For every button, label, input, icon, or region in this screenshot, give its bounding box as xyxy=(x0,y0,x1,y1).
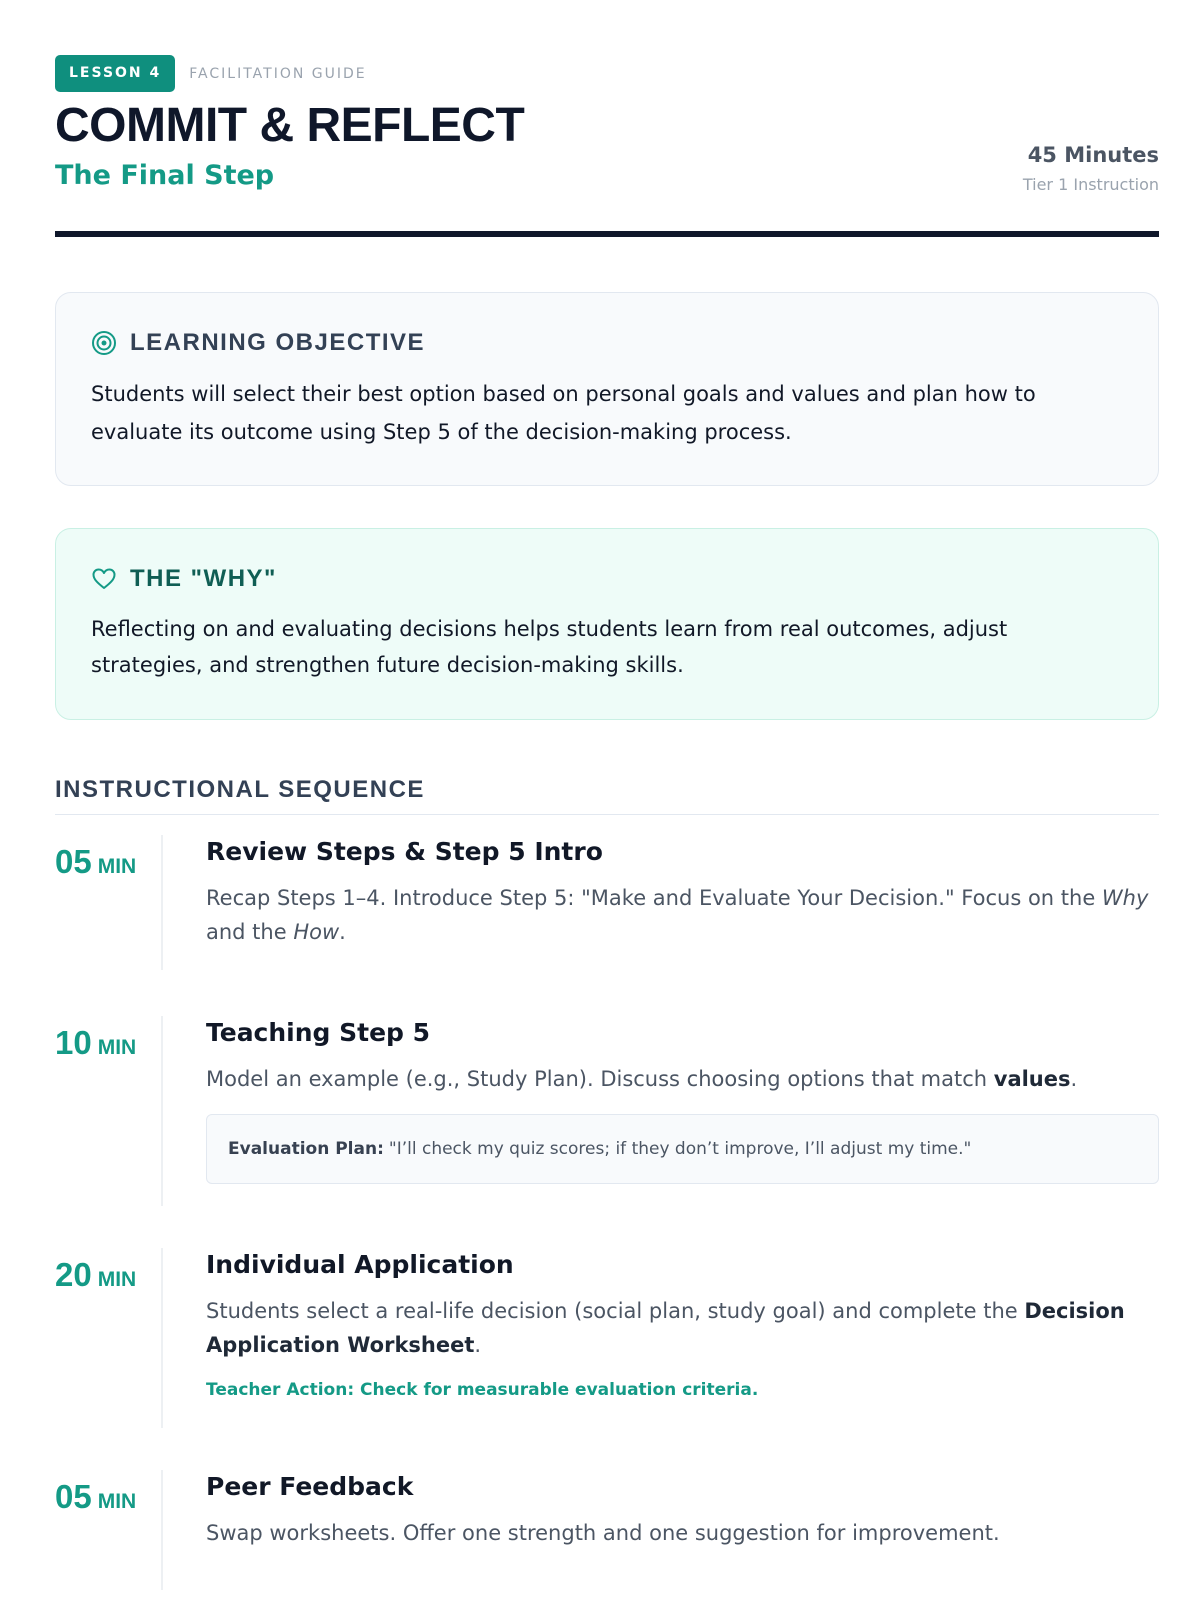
step-content xyxy=(206,1470,1159,1550)
step-minutes: 20 xyxy=(55,1256,92,1293)
desc-text: Students select a real-life decision (social plan, study goal) and complete the xyxy=(206,1299,1025,1323)
instruction-tier: Tier 1 Instruction xyxy=(1022,175,1159,194)
header-divider xyxy=(55,231,1159,237)
heart-icon xyxy=(91,566,117,592)
guide-label: FACILITATION GUIDE xyxy=(189,65,367,82)
facilitation-guide-page xyxy=(55,0,1159,1545)
lesson-duration: 45 Minutes xyxy=(1027,143,1159,167)
step-description xyxy=(206,1294,1159,1362)
teacher-action: Teacher Action: Check for measurable evaluation criteria. xyxy=(206,1380,759,1400)
desc-text: Model an example (e.g., Study Plan). Discuss choosing options that match xyxy=(206,1067,994,1091)
step-description xyxy=(206,881,1159,949)
timeline-line xyxy=(161,1470,163,1590)
sequence-step-2 xyxy=(55,1016,1159,1206)
timeline-line xyxy=(161,835,163,970)
target-icon xyxy=(91,330,117,356)
sequence-step-3 xyxy=(55,1248,1159,1428)
desc-emphasis: How xyxy=(293,920,340,944)
step-title: Individual Application xyxy=(206,1250,514,1279)
sequence-title: INSTRUCTIONAL SEQUENCE xyxy=(55,776,425,803)
step-content xyxy=(206,1248,1159,1400)
desc-bold: Decision Application Worksheet xyxy=(206,1299,1125,1357)
evaluation-plan-label: Evaluation Plan: xyxy=(228,1139,384,1159)
badge-row xyxy=(55,55,367,92)
page-title: COMMIT & REFLECT xyxy=(55,99,525,152)
step-minutes: 10 xyxy=(55,1024,92,1061)
desc-text: . xyxy=(339,920,346,944)
step-unit: MIN xyxy=(97,1036,137,1059)
desc-bold: values xyxy=(993,1067,1071,1091)
learning-objective-text: Students will select their best option based on personal goals and values and plan how to evaluate its outcome using Step 5 of the decision-making process. xyxy=(91,382,1036,444)
why-text: Reflecting on and evaluating decisions helps students learn from real outcomes, adjust strategies, and strengthen future decision-making skills. xyxy=(91,617,1008,677)
why-title: THE "WHY" xyxy=(130,565,277,592)
sequence-step-4 xyxy=(55,1470,1159,1590)
step-minutes: 05 xyxy=(55,1478,92,1515)
step-title: Review Steps & Step 5 Intro xyxy=(206,837,603,866)
sequence-step-1 xyxy=(55,835,1159,970)
step-description xyxy=(206,1062,1159,1096)
step-unit: MIN xyxy=(97,855,137,878)
timeline-line xyxy=(161,1016,163,1206)
step-time xyxy=(55,1256,136,1294)
step-minutes: 05 xyxy=(55,843,92,880)
desc-text: . xyxy=(474,1333,482,1357)
step-description: Swap worksheets. Offer one strength and one suggestion for improvement. xyxy=(206,1521,1000,1545)
step-unit: MIN xyxy=(97,1268,137,1291)
header xyxy=(55,0,1159,238)
why-header xyxy=(91,565,1123,593)
step-time xyxy=(55,1024,136,1062)
timeline-line xyxy=(161,1248,163,1428)
step-title: Teaching Step 5 xyxy=(206,1018,431,1047)
desc-emphasis: Why xyxy=(1101,886,1149,910)
lesson-badge: LESSON 4 xyxy=(55,55,175,92)
evaluation-plan-box xyxy=(206,1114,1159,1184)
step-time xyxy=(55,843,136,881)
desc-text: Recap Steps 1–4. Introduce Step 5: "Make and Evaluate Your Decision." Focus on the xyxy=(206,886,1102,910)
sequence-divider xyxy=(55,814,1159,815)
why-card xyxy=(55,528,1159,720)
page-subtitle: The Final Step xyxy=(55,160,275,191)
learning-objective-header xyxy=(91,329,1123,357)
lesson-meta xyxy=(1023,143,1159,194)
step-content xyxy=(206,835,1159,949)
desc-text: . xyxy=(1070,1067,1078,1091)
step-unit: MIN xyxy=(97,1490,137,1513)
step-time xyxy=(55,1478,136,1516)
evaluation-plan-text: "I’ll check my quiz scores; if they don’t improve, I’ll adjust my time." xyxy=(388,1139,972,1159)
learning-objective-card xyxy=(55,292,1159,486)
step-title: Peer Feedback xyxy=(206,1472,414,1501)
learning-objective-title: LEARNING OBJECTIVE xyxy=(130,329,426,356)
step-content xyxy=(206,1016,1159,1184)
desc-text: and the xyxy=(206,920,294,944)
